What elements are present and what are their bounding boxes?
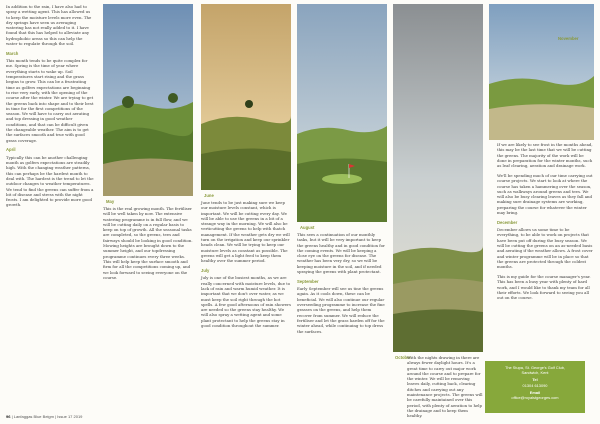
caption-may: May (106, 199, 115, 204)
december-heading: December (497, 219, 518, 225)
july-text: July is one of the busiest months, as we are really concerned with moisture levels, due to lack of rain and warm humid weather. It is important that we don't over water, as we must keep the soil right through the hot spells. A few good afternoons of rain showers are needed so the greens stay healthy. We will also spray a wetting agent and some plant protectant to help the greens stay in good condition throughout the summer. (201, 275, 291, 329)
column-3 (201, 200, 291, 333)
contact-tel-label: Tel (532, 377, 538, 383)
march-text: This month tends to be quite complex for me. Spring is the time of year where everything starts to wake up. Soil temperatures start rising and the grass begins to grow. This can be a frustrating time as golfers expectations are beginning to rise very early, with the opening of the course after the winter. We are trying to get the greens back into shape and to their best in time for the first competitions of the season. We will have to carry out aerating and top dressing in good weather conditions, and that can be difficult given the changeable weather. The aim is to get the surfaces smooth and true with good grass coverage. (6, 58, 94, 143)
april-heading: April (6, 147, 16, 153)
column-2 (103, 206, 193, 285)
landscape-photo-june (201, 4, 291, 190)
contact-box (485, 361, 585, 413)
june-text: June tends to be just making sure we keep our moisture levels constant, which is important. We will be cutting every day. We will be able to use the greens in a bit of a strange way in the morning. We will also be verticutting the greens to help with thatch management. If the weather gets dry we will turn on the irrigation and keep our sprinkler heads clean. We will be trying to keep our moisture levels as constant as possible. The greens will get a light feed to keep them healthy over the summer period. (201, 200, 290, 264)
december-text-2: This is my guide for the course manager's year. This has been a busy year with plenty of hard work, and I would like to thank my team for all their efforts. We look forward to seeing you all out on the course. (497, 274, 591, 301)
caption-october: October (395, 355, 412, 360)
column-5 (407, 355, 483, 423)
november-text: If we are likely to see frost in the months ahead, this may be the last time that we will be cutting the greens. The majority of the work will be done in preparation for the winter months, such as leaf clearing, aeration and drainage work. (497, 142, 593, 169)
photo-october (393, 4, 483, 352)
march-heading: March (6, 50, 19, 56)
contact-tel: 01304 613090 (522, 382, 548, 388)
photo-august (297, 4, 387, 222)
page-number: 96 (6, 414, 11, 419)
issue-label: Issue 17 2019 (57, 414, 83, 419)
column-6 (497, 142, 593, 305)
photo-june (201, 4, 291, 190)
landscape-photo-october (393, 4, 483, 352)
column-4 (297, 232, 385, 338)
december-text: December allows us some time to be everything, to be able to work on projects that have been put off during the busy season. We will be cutting the greens on an as-needed basis and aerating if the weather allows. A frost cover and winter programme will be in place so that the greens are protected through the coldest months. (497, 227, 593, 270)
contact-address: Sandwich, Kent (521, 370, 549, 376)
caption-november: November (558, 36, 579, 41)
contact-email-label: Email (529, 389, 541, 395)
intro-text: In addition to the rain, I have also had to spray a wetting agent. This has allowed us to keep the moisture levels more even. The dry springs have seen us averaging watering has not really added to it. I have found that this has helped to alleviate any hydrophobic areas so this can help the water to regulate through the soil. (6, 4, 92, 47)
july-heading: July (201, 268, 210, 274)
november-text-2: We'll be spending much of our time carrying out course projects. We start to look at where the course has taken a hammering over the season, such as walkways around greens and tees. We will also be busy clearing leaves as they fall and making sure drainage systems are working, preparing the course for whatever the winter may bring. (497, 172, 593, 216)
april-text: Typically this can be another challenging month as golfers expectations are steadily high. With the changing weather patterns, this can perhaps be the hardest month to deal with. The hardest is the trend to let the outdoor changes to weather temperatures. We tend to find the greens can suffer from a bit of disease and stress with the night frosts. I am delighted to provide more good growth. (6, 154, 94, 208)
caption-august: August (300, 225, 315, 230)
contact-email[interactable]: office@royalstgeorges.com (511, 395, 559, 401)
photo-november (489, 4, 594, 140)
may-text: This is the real growing month. The fertiliser will be well taken by now. The extensive watering programme is in full flow, and we will be cutting daily on a regular basis to keep on top of growth. All the seasonal tasks are completed, so the greens, tees and fairways should be looking in good condition. Mowing heights are brought down to the summer height, and our topdressing programme continues every three weeks. This will help keep the surface smooth and firm for all the competitions coming up, and we look forward to seeing everyone on the course. (103, 206, 193, 280)
photo-may (103, 4, 193, 196)
landscape-photo-november (489, 4, 594, 140)
august-text: This sees a continuation of our monthly tasks, but it will be very important to keep the greens healthy and in good condition for the coming events. We will be keeping a close eye on the greens for disease. The weather has been very dry, so we will be keeping moisture in the soil, and if needed spraying the greens with plant protectant. (297, 232, 385, 275)
caption-june: June (204, 193, 214, 198)
column-1 (6, 4, 94, 212)
landscape-photo-august (297, 4, 387, 222)
october-text: With the nights drawing in there are always fewer daylight hours. It's a great time to carry out major work around the course and to prepare for the winter. We will be removing leaves daily, cutting back, clearing ditches and carrying out any maintenance projects. The greens will be carefully maintained over this period, with plenty of aeration to help the drainage and to keep them healthy. (407, 355, 483, 419)
september-heading: September (297, 278, 319, 284)
publication-name: Lanfaggas Blue Beigm (13, 414, 54, 419)
page-footer: 96 | Lanfaggas Blue Beigm | Issue 17 2019 (6, 414, 83, 419)
september-text: Early September will see us tine the greens again. As it cools down, these can be beneficial. We will also continue our regular overseeding programme to increase the fine grasses on the greens, and help them recover from summer. We will reduce the fertiliser and let the grass harden off for the winter ahead, while continuing to top dress the surfaces. (297, 286, 385, 334)
landscape-photo-may (103, 4, 193, 196)
contact-name: The Stupa, St. George's Golf Club, (505, 365, 565, 370)
